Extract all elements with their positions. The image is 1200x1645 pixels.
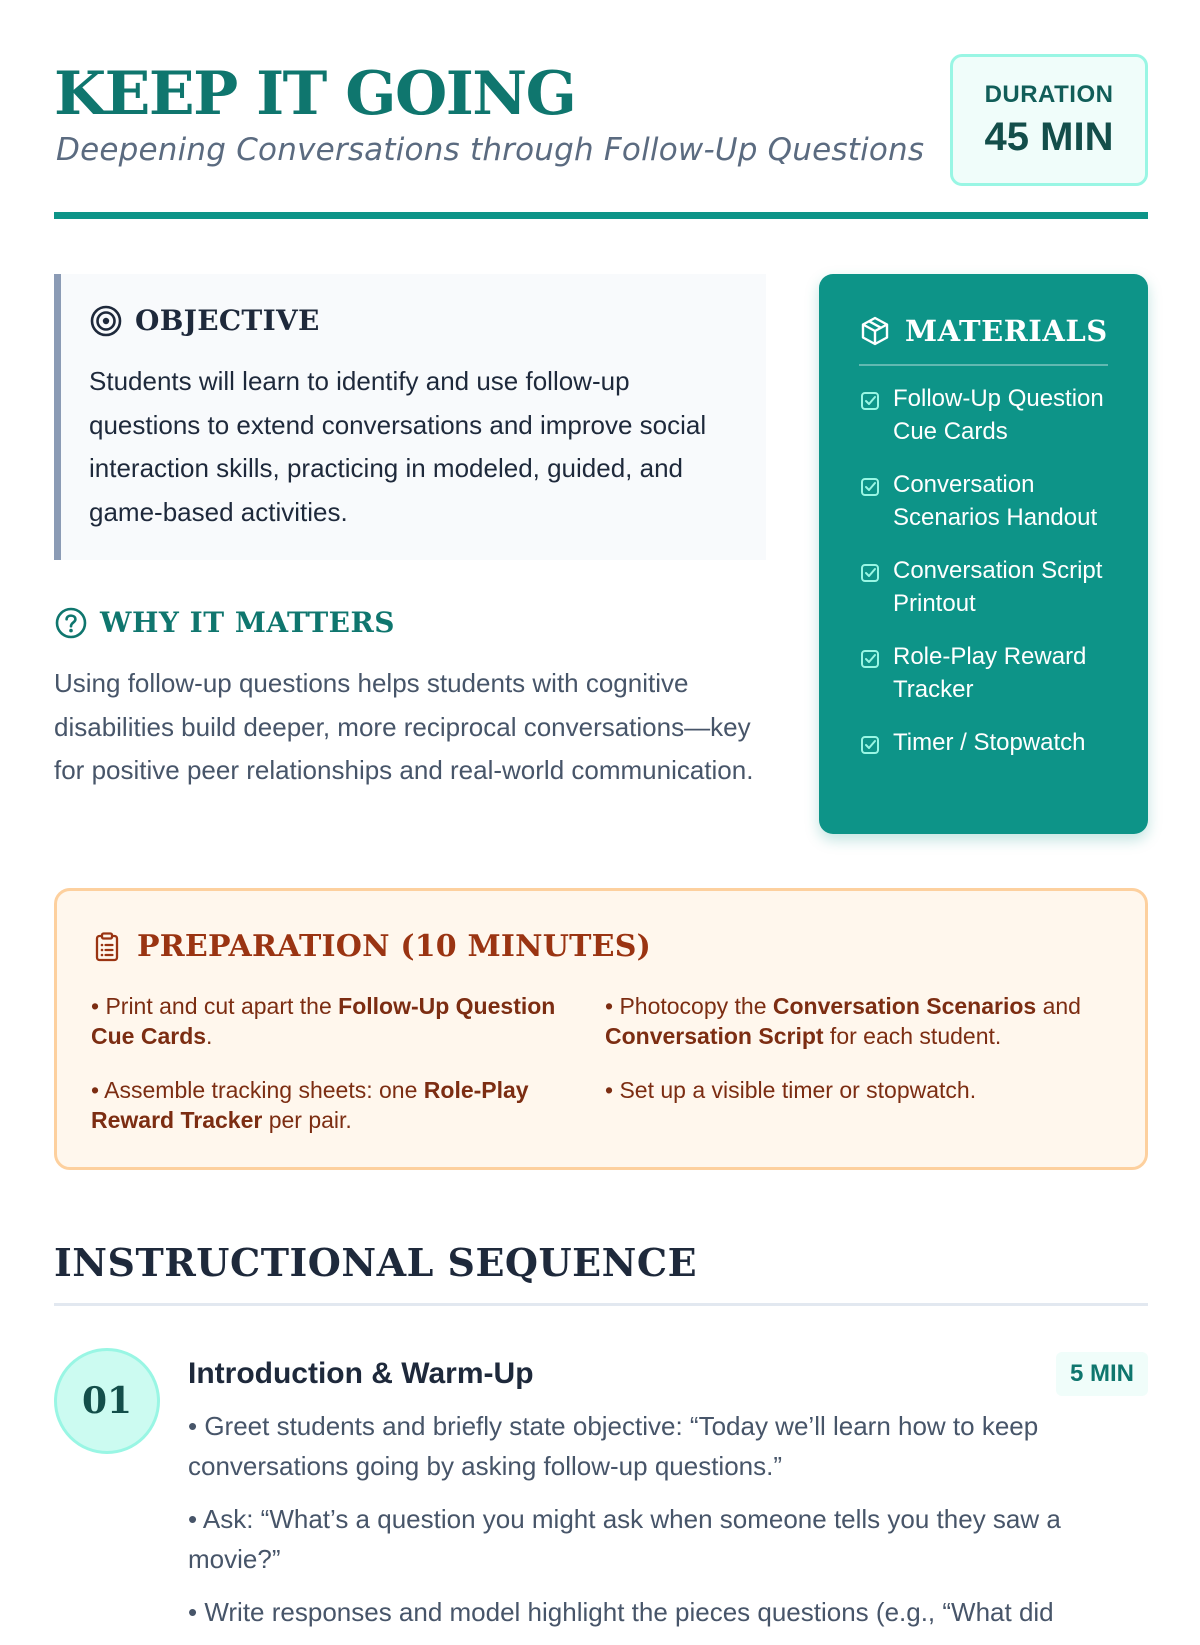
materials-item — [859, 640, 1108, 706]
objective-panel — [54, 274, 766, 560]
why-text: Using follow-up questions helps students with cognitive disabilities build deeper, more reciprocal conversations—key for positive peer relationships and real-world communication. — [54, 668, 754, 785]
materials-divider — [859, 364, 1108, 366]
duration-value: 45 MIN — [984, 115, 1114, 159]
materials-item-label: Role-Play Reward Tracker — [893, 643, 1087, 703]
preparation-panel — [54, 888, 1148, 1170]
materials-title: MATERIALS — [905, 314, 1108, 348]
objective-heading — [89, 304, 736, 338]
package-icon — [859, 315, 891, 347]
preparation-heading — [91, 929, 1111, 965]
lesson-plan-page — [54, 0, 1148, 1627]
prep-bold-text: Follow-Up Question Cue Cards — [91, 993, 556, 1049]
objective-title: OBJECTIVE — [135, 304, 320, 337]
prep-bold-text: Role-Play Reward Tracker — [91, 1077, 529, 1133]
prep-text: • Assemble tracking sheets: one — [91, 1077, 424, 1103]
materials-item-label: Follow-Up Question Cue Cards — [893, 385, 1104, 445]
materials-item-label: Conversation Script Printout — [893, 557, 1103, 617]
step-bullets — [188, 1406, 1148, 1645]
prep-text: • Print and cut apart the — [91, 993, 339, 1019]
step-bullet: • Greet students and briefly state objective: “Today we’ll learn how to keep conversations going by asking follow-up questions.” — [188, 1411, 1039, 1481]
sequence-divider — [54, 1303, 1148, 1306]
question-circle-icon — [54, 606, 88, 640]
step-time-badge: 5 MIN — [1056, 1352, 1148, 1396]
sequence-title: INSTRUCTIONAL SEQUENCE — [54, 1240, 698, 1285]
checkbox-icon — [859, 390, 881, 412]
clipboard-icon — [91, 931, 123, 963]
header-divider — [54, 212, 1148, 219]
header — [54, 54, 1148, 220]
why-heading — [54, 606, 766, 640]
step-bullet: • Write responses and model highlight the pieces questions (e.g., “What did — [188, 1597, 1054, 1627]
step-title: Introduction & Warm-Up — [188, 1357, 534, 1390]
prep-text: for each student. — [823, 1023, 1002, 1049]
objective-text: Students will learn to identify and use follow-up questions to extend conversations and improve social interaction skills, practicing in modeled, guided, and game-based activities. — [89, 366, 707, 527]
checkbox-icon — [859, 648, 881, 670]
preparation-title: PREPARATION (10 MINUTES) — [137, 929, 651, 964]
target-icon — [89, 304, 123, 338]
prep-text: and — [1036, 993, 1081, 1019]
materials-item — [859, 468, 1108, 534]
materials-item-label: Timer / Stopwatch — [893, 729, 1086, 756]
checkbox-icon — [859, 476, 881, 498]
prep-text: . — [206, 1023, 213, 1049]
preparation-item — [605, 991, 1117, 1051]
prep-text: • Set up a visible timer or stopwatch. — [605, 1077, 977, 1103]
why-section — [54, 606, 766, 793]
prep-bold-text: Conversation Scenarios — [772, 993, 1037, 1019]
prep-bold-text: Conversation Script — [605, 1023, 824, 1049]
checkbox-icon — [859, 734, 881, 756]
prep-text: per pair. — [262, 1107, 352, 1133]
duration-label: DURATION — [984, 81, 1114, 108]
step-bullet: • Ask: “What’s a question you might ask when someone tells you they saw a movie?” — [188, 1504, 1061, 1574]
preparation-item — [605, 1075, 1117, 1105]
prep-text: • Photocopy the — [605, 993, 773, 1019]
page-subtitle: Deepening Conversations through Follow-Up Questions — [56, 132, 925, 168]
checkbox-icon — [859, 562, 881, 584]
why-title: WHY IT MATTERS — [100, 606, 396, 639]
materials-list — [859, 382, 1108, 759]
preparation-item — [91, 991, 581, 1051]
materials-item — [859, 554, 1108, 620]
preparation-item — [91, 1075, 581, 1135]
materials-heading — [859, 314, 1108, 348]
page-title: KEEP IT GOING — [54, 59, 576, 129]
materials-panel — [819, 274, 1148, 834]
materials-item — [859, 726, 1108, 759]
materials-item-label: Conversation Scenarios Handout — [893, 471, 1098, 531]
duration-badge — [950, 54, 1148, 186]
step-number: 01 — [54, 1348, 160, 1454]
materials-item — [859, 382, 1108, 448]
